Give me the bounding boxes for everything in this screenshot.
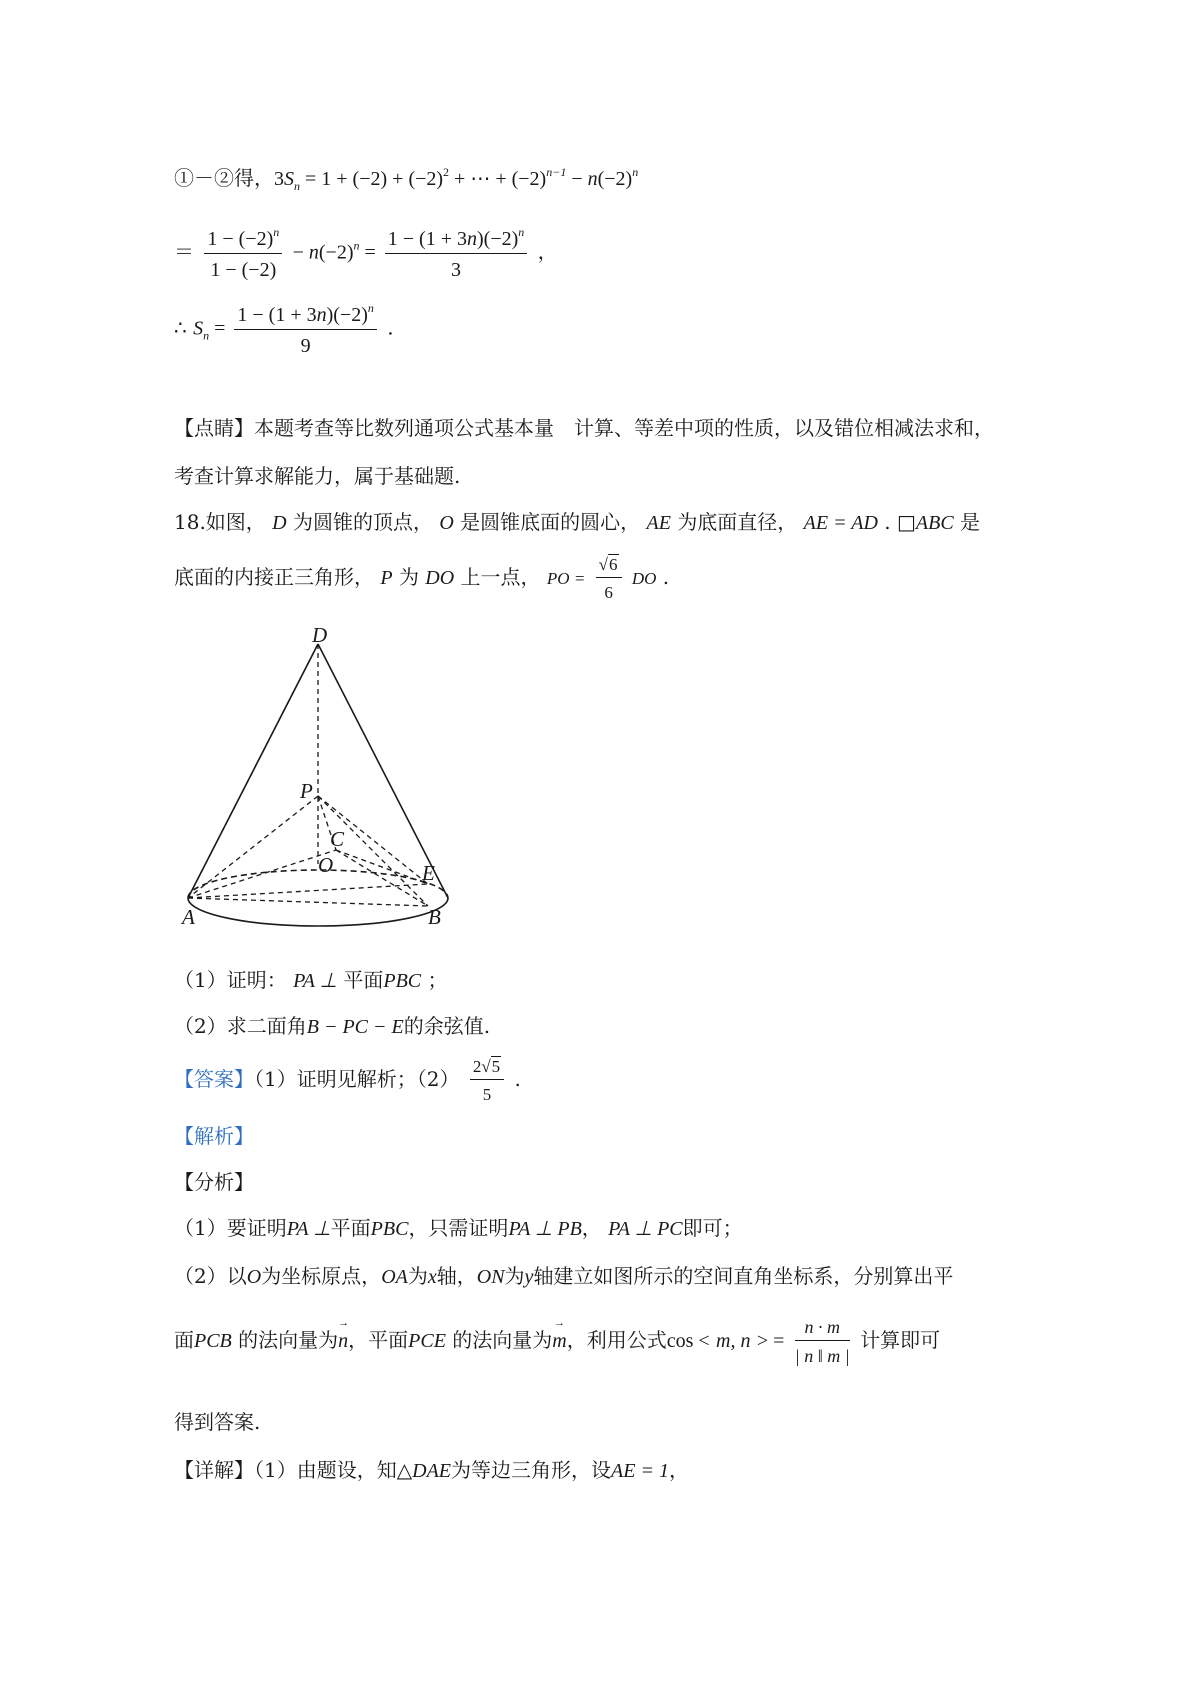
fenxi-line-4: 得到答案. xyxy=(174,1410,261,1434)
label-E: E xyxy=(422,861,435,885)
detail-line: 【详解】（1）由题设，知△DAE为等边三角形，设AE = 1， xyxy=(174,1458,689,1482)
fraction-2: $\frac{1 - (1 + 3n)(-2)^n}{3}$ xyxy=(385,226,527,280)
vector-n: → n xyxy=(338,1331,348,1351)
jiexi-tag: 【解析】 xyxy=(174,1124,254,1148)
vector-m: → m xyxy=(552,1331,566,1351)
cone-edge-left xyxy=(188,644,318,898)
segment-CE xyxy=(336,850,428,884)
conclusion-equation: ∴ $S_n$ = $\frac{1 - (1 + 3n)(-2)^n}{9}$ . xyxy=(174,301,394,357)
problem-18-line-2: 底面的内接正三角形， P 为 DO 上一点， PO = $\frac{√6}{6}$ DO . xyxy=(174,555,670,602)
question-1: （1）证明： PA ⊥ 平面PBC ； xyxy=(174,968,448,992)
label-B: B xyxy=(428,905,441,929)
answer-line: 【答案】（1）证明见解析；（2） $\frac{2√5}{5}$ . xyxy=(174,1057,521,1104)
fraction-3: $\frac{1 - (1 + 3n)(-2)^n}{9}$ xyxy=(234,302,376,356)
po-fraction: $\frac{√6}{6}$ xyxy=(596,556,622,601)
fraction-equation: ＝ $\frac{1 - (-2)^n}{1 - (-2)}$ − $n(-2)^n$ = $\frac{1 - (1 + 3n)(-2)^n}{3}$ ， xyxy=(174,225,558,281)
segment-CB xyxy=(336,850,428,906)
subtraction-equation: ①－②得，$3S_n = 1 + (-2) + (-2)^2$ + ⋯ + $(-2)^{n-1} - n(-2)^n$ xyxy=(174,165,639,193)
fenxi-tag: 【分析】 xyxy=(174,1170,254,1194)
fenxi-line-3: 面PCB 的法向量为→ n，平面PCE 的法向量为→ m，利用公式cos < m, n > = $\frac{n \cdot m}{| n ‖ m |}$ 计算即可 xyxy=(174,1318,940,1365)
fenxi-line-1: （1）要证明PA ⊥平面PBC，只需证明PA ⊥ PB， PA ⊥ PC即可； xyxy=(174,1216,743,1240)
cone-figure xyxy=(178,626,478,932)
question-2: （2）求二面角B − PC − E的余弦值. xyxy=(174,1014,491,1038)
label-D: D xyxy=(312,626,328,647)
fraction-1: $\frac{1 - (-2)^n}{1 - (-2)}$ xyxy=(204,226,282,280)
segment-AB xyxy=(188,898,428,906)
label-O: O xyxy=(318,853,334,877)
label-P: P xyxy=(300,779,313,803)
fenxi-line-2: （2）以O为坐标原点，OA为x轴，ON为y轴建立如图所示的空间直角坐标系，分别算出平 xyxy=(174,1264,954,1288)
cone-edge-right xyxy=(318,644,448,898)
dianjing-line-2: 考查计算求解能力，属于基础题. xyxy=(174,464,461,488)
cos-fraction: $\frac{n \cdot m}{| n ‖ m |}$ xyxy=(794,1317,850,1366)
label-A: A xyxy=(182,905,195,929)
label-C: C xyxy=(330,827,345,851)
answer-tag: 【答案】 xyxy=(174,1067,254,1091)
problem-18-line-1: 18.如图， D 为圆锥的顶点， O 是圆锥底面的圆心， AE 为底面直径， AE = AD . □ABC 是 xyxy=(174,510,981,534)
answer-fraction: $\frac{2√5}{5}$ xyxy=(470,1058,504,1103)
dianjing-line-1: 【点睛】本题考查等比数列通项公式基本量 计算、等差中项的性质，以及错位相减法求和， xyxy=(174,416,994,440)
